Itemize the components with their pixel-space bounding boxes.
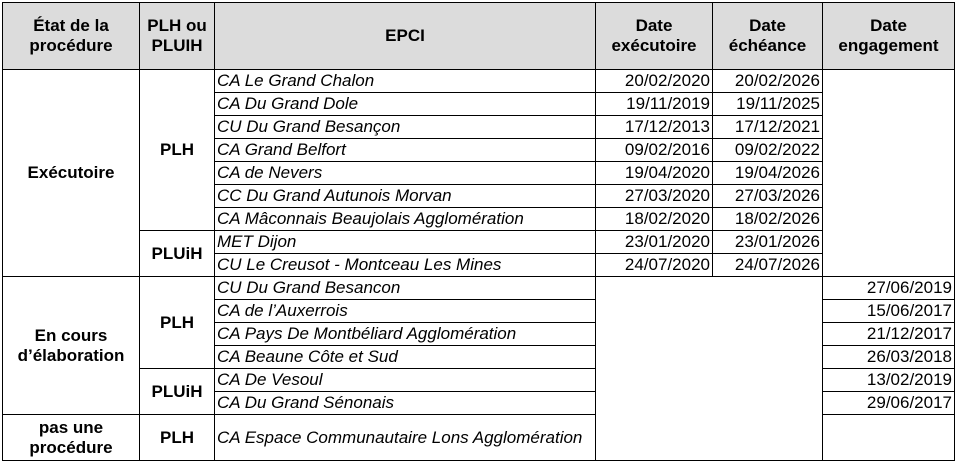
table-header-row	[3, 3, 955, 70]
epci-cell: CA Beaune Côte et Sud	[215, 346, 596, 369]
type-plh: PLH	[140, 415, 215, 461]
epci-cell: CA de Nevers	[215, 162, 596, 185]
group-executoire: Exécutoire	[3, 70, 140, 277]
date-echeance-cell: 27/03/2026	[713, 185, 823, 208]
table-row	[3, 231, 955, 254]
header-type: PLH ou PLUIH	[140, 3, 215, 70]
epci-cell: CU Du Grand Besancon	[215, 277, 596, 300]
date-executoire-cell: 23/01/2020	[596, 231, 713, 254]
epci-cell: CA Espace Communautaire Lons Agglomération	[215, 415, 596, 461]
epci-cell: CU Le Creusot - Montceau Les Mines	[215, 254, 596, 277]
header-epci: EPCI	[215, 3, 596, 70]
date-executoire-cell: 19/04/2020	[596, 162, 713, 185]
date-engagement-cell: 15/06/2017	[823, 300, 955, 323]
group-elaboration: En cours d’élaboration	[3, 277, 140, 415]
header-date-echeance: Date échéance	[713, 3, 823, 70]
date-engagement-empty	[823, 70, 955, 277]
epci-cell: CU Du Grand Besançon	[215, 116, 596, 139]
date-echeance-cell: 19/04/2026	[713, 162, 823, 185]
date-echeance-cell: 24/07/2026	[713, 254, 823, 277]
date-echeance-cell: 19/11/2025	[713, 93, 823, 116]
date-executoire-cell: 19/11/2019	[596, 93, 713, 116]
date-executoire-cell: 20/02/2020	[596, 70, 713, 93]
epci-cell: CA Le Grand Chalon	[215, 70, 596, 93]
date-echeance-cell: 17/12/2021	[713, 116, 823, 139]
type-pluih: PLUiH	[140, 369, 215, 415]
date-echeance-cell: 18/02/2026	[713, 208, 823, 231]
epci-cell: CC Du Grand Autunois Morvan	[215, 185, 596, 208]
type-plh: PLH	[140, 277, 215, 369]
header-date-executoire: Date exécutoire	[596, 3, 713, 70]
date-engagement-cell: 21/12/2017	[823, 323, 955, 346]
date-executoire-cell: 27/03/2020	[596, 185, 713, 208]
date-engagement-empty	[823, 415, 955, 461]
date-executoire-cell: 17/12/2013	[596, 116, 713, 139]
epci-cell: CA Du Grand Sénonais	[215, 392, 596, 415]
header-date-engagement: Date engagement	[823, 3, 955, 70]
type-pluih: PLUiH	[140, 231, 215, 277]
date-executoire-cell: 24/07/2020	[596, 254, 713, 277]
plh-table	[2, 2, 955, 461]
date-engagement-cell: 26/03/2018	[823, 346, 955, 369]
table-row	[3, 70, 955, 93]
date-executoire-cell: 18/02/2020	[596, 208, 713, 231]
epci-cell: MET Dijon	[215, 231, 596, 254]
date-engagement-cell: 29/06/2017	[823, 392, 955, 415]
epci-cell: CA Pays De Montbéliard Agglomération	[215, 323, 596, 346]
epci-cell: CA Grand Belfort	[215, 139, 596, 162]
date-engagement-cell: 27/06/2019	[823, 277, 955, 300]
type-plh: PLH	[140, 70, 215, 231]
date-engagement-cell: 13/02/2019	[823, 369, 955, 392]
epci-cell: CA Du Grand Dole	[215, 93, 596, 116]
dates-empty-block	[596, 277, 823, 461]
table-row	[3, 277, 955, 300]
epci-cell: CA de l’Auxerrois	[215, 300, 596, 323]
date-echeance-cell: 09/02/2022	[713, 139, 823, 162]
header-etat: État de la procédure	[3, 3, 140, 70]
date-echeance-cell: 23/01/2026	[713, 231, 823, 254]
date-echeance-cell: 20/02/2026	[713, 70, 823, 93]
epci-cell: CA Mâconnais Beaujolais Agglomération	[215, 208, 596, 231]
date-executoire-cell: 09/02/2016	[596, 139, 713, 162]
group-pas-procedure: pas une procédure	[3, 415, 140, 461]
epci-cell: CA De Vesoul	[215, 369, 596, 392]
